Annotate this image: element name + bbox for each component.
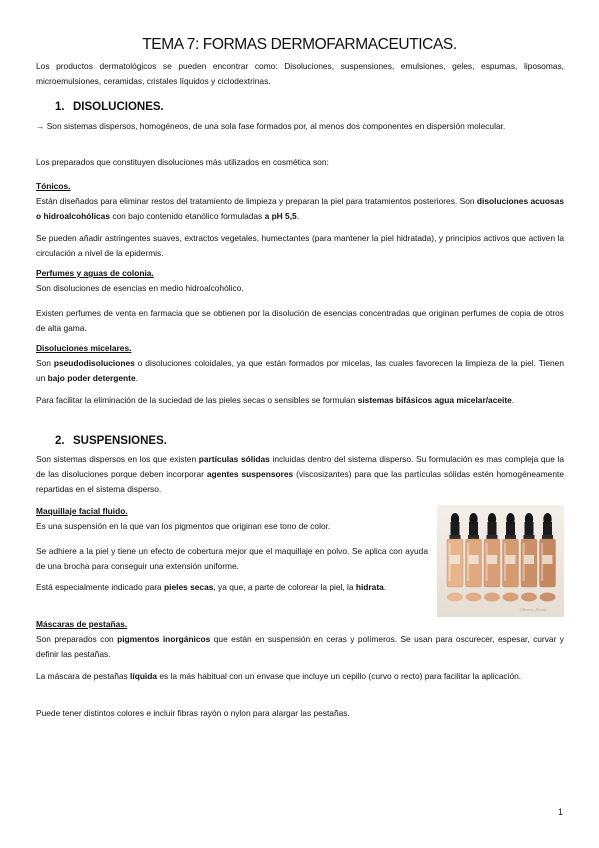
dropper-neck — [488, 522, 497, 536]
section-heading-disoluciones — [55, 101, 164, 113]
perfumes-paragraph-2: Existen perfumes de venta en farmacia que se obtienen por la disolución de esencias concentradas que originan perfumes de copia de otros de alta gama. — [36, 308, 564, 333]
bold-run: a pH 5,5 — [264, 211, 297, 221]
page-number: 1 — [557, 807, 563, 817]
subheading-micelares: Disoluciones micelares. — [36, 343, 132, 353]
foundation-swatch — [466, 593, 482, 602]
text-run: es la más habitual con un envase que incluye un cepillo (curvo o recto) para facilitar la aplicación. — [157, 671, 522, 681]
dropper-neck — [506, 522, 515, 536]
maquillaje-paragraph-1: Es una suspensión en la que van los pigmentos que originan ese tono de color. — [36, 521, 331, 531]
bottle-label — [450, 555, 460, 564]
mascaras-paragraph-1 — [36, 632, 564, 662]
bottle-label — [524, 555, 534, 564]
bottle-label — [506, 555, 516, 564]
mascaras-paragraph-2 — [36, 669, 564, 684]
section-title: SUSPENSIONES. — [73, 435, 167, 447]
tonicos-paragraph-2: Se pueden añadir astringentes suaves, extractos vegetales, humectantes (para mantener la piel hidratada), y principios activos que activen la circulación a nivel de la epidermis. — [36, 233, 564, 258]
bottle-label — [543, 555, 553, 564]
photo-watermark: ©Beauty_Bloody — [519, 607, 547, 612]
dropper-neck — [543, 522, 552, 536]
text-run: Son preparados con — [36, 634, 118, 644]
text-run: con bajo contenido etanólico formuladas — [110, 211, 265, 221]
dropper-collar — [524, 535, 535, 539]
bold-run: pseudodisoluciones — [53, 358, 135, 368]
maquillaje-paragraph-2: Se adhiere a la piel y tiene un efecto de cobertura mejor que el maquillaje en polvo. Se aplica con ayuda de una brocha para conseguir una extensión uniforme. — [36, 546, 428, 571]
bold-run: líquida — [130, 671, 158, 681]
foundation-swatch — [521, 593, 537, 602]
disoluciones-definition: → Son sistemas dispersos, homogéneos, de una sola fase formados por, al menos dos componentes en dispersión molecular. — [36, 121, 506, 131]
dropper-collar — [542, 535, 553, 539]
foundation-bottles-photo — [437, 505, 564, 617]
text-run: Para facilitar la eliminación de la suciedad de las pieles secas o sensibles se formulan — [36, 395, 358, 405]
dropper-neck — [525, 522, 534, 536]
bold-run: pieles secas — [164, 582, 214, 592]
text-run: , ya que, a parte de colorear la piel, la — [213, 582, 356, 592]
section-title: DISOLUCIONES. — [73, 101, 164, 113]
micelares-paragraph-2 — [36, 393, 564, 408]
text-run: Son — [36, 358, 54, 368]
bottle-label — [469, 555, 479, 564]
perfumes-paragraph-1: Son disoluciones de esencias en medio hidroalcohólico. — [36, 283, 244, 293]
text-run: o disoluciones coloidales, ya que están formados por micelas, las cuales favorecen la limpieza de la piel. Tienen un — [36, 358, 564, 383]
text-run: (viscosizantes) para que las partículas sólidas estén homogéneamente repartidas en el sistema disperso. — [36, 469, 564, 494]
section-heading-suspensiones — [55, 435, 167, 447]
section-number: 1. — [55, 101, 65, 113]
text-run: . — [135, 373, 138, 383]
text-run: Está especialmente indicado para — [36, 582, 165, 592]
bold-run: bajo poder detergente — [47, 373, 136, 383]
bold-run: disoluciones acuosas o hidroalcohólicas — [36, 196, 565, 221]
dropper-neck — [451, 522, 460, 536]
subheading-tonicos: Tónicos. — [36, 181, 71, 191]
bold-run: agentes suspensores — [206, 469, 294, 479]
dropper-collar — [505, 535, 516, 539]
subheading-maquillaje: Maquillaje facial fluido. — [36, 506, 128, 516]
dropper-neck — [469, 522, 478, 536]
foundation-swatch — [447, 593, 463, 602]
page-title: TEMA 7: FORMAS DERMOFARMACEUTICAS. — [142, 36, 457, 53]
text-run: Están diseñados para eliminar restos del tratamiento de limpieza y preparan la piel para tratamientos posteriores. Son — [36, 196, 477, 206]
foundation-swatch — [503, 593, 519, 602]
intro-paragraph: Los productos dermatológicos se pueden encontrar como: Disoluciones, suspensiones, emulsiones, geles, espumas, liposomas, microemulsiones, ceramidas, cristales líquidos y ciclodextrinas. — [36, 61, 564, 86]
foundation-swatch — [540, 593, 556, 602]
text-run: . — [511, 395, 515, 405]
subheading-mascaras: Máscaras de pestañas. — [36, 619, 128, 629]
bold-run: sistemas bifásicos agua micelar/aceite — [357, 395, 512, 405]
dropper-collar — [468, 535, 479, 539]
bold-run: partículas sólidas — [198, 454, 270, 464]
mascaras-paragraph-3: Puede tener distintos colores e incluir fibras rayón o nylon para alargar las pestañas. — [36, 708, 350, 718]
bottle-label — [487, 555, 497, 564]
foundation-swatch — [484, 593, 500, 602]
micelares-paragraph-1 — [36, 356, 564, 386]
dropper-collar — [450, 535, 461, 539]
text-run: . — [296, 211, 300, 221]
bold-run: hidrata — [355, 582, 384, 592]
foundation-bottles-image — [437, 505, 564, 617]
text-run: incluidas dentro del sistema disperso. Su formulación es mas compleja que la de las disoluciones porque deben incorporar — [36, 454, 565, 479]
tonicos-paragraph-1 — [36, 194, 564, 224]
subheading-perfumes: Perfumes y aguas de colonia. — [36, 268, 154, 278]
dropper-collar — [487, 535, 498, 539]
disoluciones-lead: Los preparados que constituyen disoluciones más utilizados en cosmética son: — [36, 157, 329, 167]
text-run: La máscara de pestañas — [36, 671, 131, 681]
section-number: 2. — [55, 435, 65, 447]
bold-run: pigmentos inorgánicos — [117, 634, 211, 644]
text-run: Son sistemas dispersos en los que existen — [36, 454, 199, 464]
text-run: . — [383, 582, 387, 592]
maquillaje-paragraph-3 — [36, 580, 428, 595]
text-run: que están en suspensión en ceras y polímeros. Se usan para oscurecer, espesar, curvar y definir las pestañas. — [36, 634, 564, 659]
suspensiones-paragraph — [36, 452, 564, 497]
